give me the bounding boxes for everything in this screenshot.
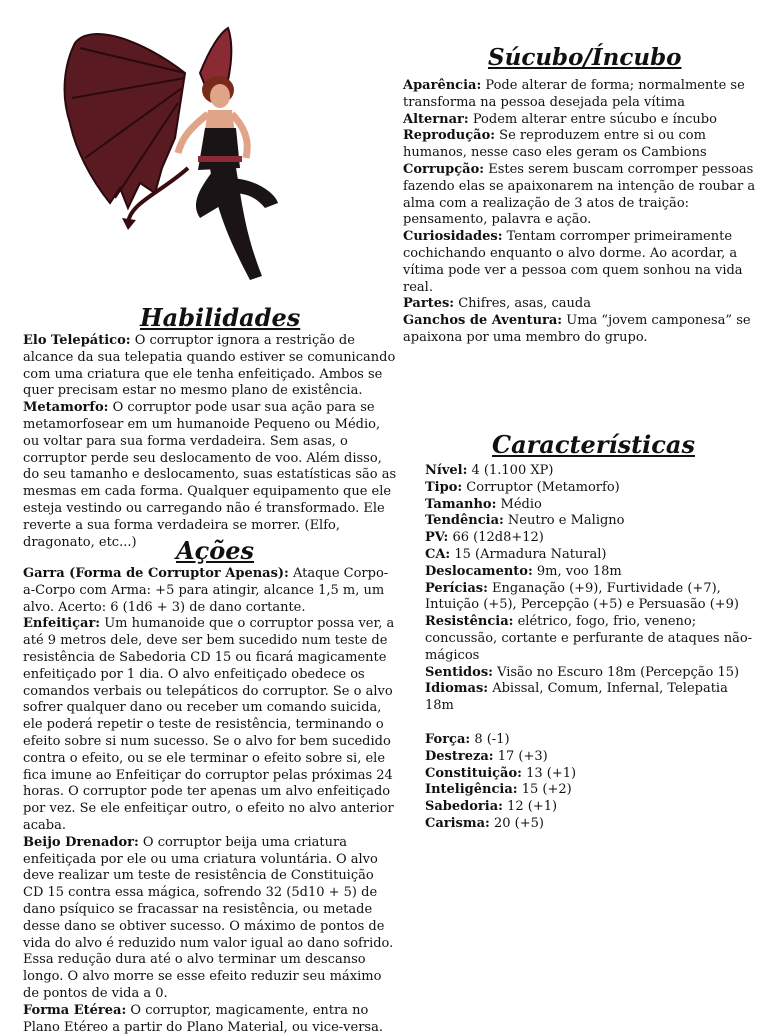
habilidades-section: [23, 333, 398, 551]
stat-sentidos: Sentidos: Visão no Escuro 18m (Percepção 15): [425, 664, 740, 680]
attr-constituicao: Constituição: 13 (+1): [425, 765, 577, 781]
acoes-heading: Ações: [176, 536, 255, 565]
field-reproducao: Reprodução: Se reproduzem entre si ou com humanos, nesse caso eles geram os Cambions: [403, 128, 707, 161]
head-icon: [210, 84, 230, 108]
stat-resistencia: Resistência: elétrico, fogo, frio, veneno; concussão, cortante e perfurante de ataques não-mágicos: [425, 614, 753, 663]
caracteristicas-section: [425, 463, 755, 833]
field-ganchos: Ganchos de Aventura: Uma “jovem camponesa” se apaixona por uma membro do grupo.: [403, 313, 751, 345]
stat-pv: PV: 66 (12d8+12): [425, 530, 544, 546]
stat-nivel: Nível: 4 (1.100 XP): [425, 463, 554, 478]
attr-inteligencia: Inteligência: 15 (+2): [425, 782, 572, 798]
caracteristicas-heading: Características: [492, 430, 695, 459]
field-curiosidades: Curiosidades: Tentam corromper primeiramente cochichando enquanto o alvo dorme. Ao acordar, a vítima pode ver a pessoa com quem sonhou na vida real.: [403, 229, 743, 295]
ability-elo-telepatico: Elo Telepático: O corruptor ignora a restrição de alcance da sua telepatia quando estiver se comunicando com uma criatura que ele tenha enfeitiçado. Ambos se quer precisam estar no mesmo plano de existência.: [23, 333, 396, 399]
stat-tamanho: Tamanho: Médio: [425, 496, 542, 512]
habilidades-heading: Habilidades: [140, 303, 301, 332]
field-aparencia: Aparência: Pode alterar de forma; normalmente se transforma na pessoa desejada pela vítima: [403, 78, 745, 110]
field-corrupcao: Corrupção: Estes serem buscam corromper pessoas fazendo elas se apaixonarem na intenção de roubar a alma com a realização de 3 atos de traição: pensamento, palavra e ação.: [403, 161, 756, 228]
description-section: [403, 78, 759, 347]
action-forma-eterea: Forma Etérea: O corruptor, magicamente, entra no Plano Etéreo a partir do Plano Material, ou vice-versa.: [23, 1002, 383, 1035]
ability-metamorfo: Metamorfo: O corruptor pode usar sua ação para se metamorfosear em um humanoide Pequeno ou Médio, ou voltar para sua forma verdadeira. Sem asas, o corruptor perde seu deslocamento de voo. Além disso, do seu tamanho e deslocamento, suas estatísticas são as mesmas em cada forma. Qualquer equipamento que ele esteja vestindo ou carregando não é transformado. Ele reverte a sua forma verdadeira se morrer. (Elfo, dragonato, etc...): [23, 400, 397, 550]
stat-tipo: Tipo: Corruptor (Metamorfo): [425, 479, 620, 495]
field-alternar: Alternar: Podem alterar entre súcubo e íncubo: [403, 111, 717, 127]
field-partes: Partes: Chifres, asas, cauda: [403, 296, 591, 312]
action-beijo-drenador: Beijo Drenador: O corruptor beija uma criatura enfeitiçada por ele ou uma criatura voluntária. O alvo deve realizar um teste de resistência de Constituição CD 15 contra essa mágica, sofrendo 32 (5d10 + 5) de dano psíquico se fracassar na resistência, ou metade desse dano se obtiver sucesso. O máximo de pontos de vida do alvo é reduzido num valor igual ao dano sofrido. Essa redução dura até o alvo terminar um descanso longo. O alvo morre se esse efeito reduzir seu máximo de pontos de vida a 0.: [23, 834, 394, 1001]
stat-deslocamento: Deslocamento: 9m, voo 18m: [425, 563, 622, 579]
stat-tendencia: Tendência: Neutro e Maligno: [425, 513, 625, 529]
action-garra: Garra (Forma de Corruptor Apenas): Ataque Corpo-a-Corpo com Arma: +5 para atingir, alcance 1,5 m, um alvo. Acerto: 6 (1d6 + 3) de dano cortante.: [23, 566, 389, 615]
action-enfeiticar: Enfeitiçar: Um humanoide que o corruptor possa ver, a até 9 metros dele, deve ser bem sucedido num teste de resistência de Sabedoria CD 15 ou ficará magicamente enfeitiçado por 1 dia. O alvo enfeitiçado obedece os comandos verbais ou telepáticos do corruptor. Se o alvo sofrer qualquer dano ou receber um comando suicida, ele poderá repetir o teste de resistência, terminando o efeito sobre si num sucesso. Se o alvo for bem sucedido contra o efeito, ou se ele terminar o efeito sobre si, ele fica imune ao Enfeitiçar do corruptor pelas próximas 24 horas. O corruptor pode ter apenas um alvo enfeitiçado por vez. Se ele enfeitiçar outro, o efeito no alvo anterior acaba.: [23, 616, 395, 833]
stat-ca: CA: 15 (Armadura Natural): [425, 546, 607, 562]
stat-pericias: Perícias: Enganação (+9), Furtividade (+7), Intuição (+5), Percepção (+5) e Persuasão (+9): [425, 580, 739, 613]
attr-destreza: Destreza: 17 (+3): [425, 748, 548, 764]
acoes-section: [23, 566, 398, 1036]
succubus-illustration: [50, 18, 285, 298]
page-title: Súcubo/Íncubo: [488, 44, 682, 71]
attr-sabedoria: Sabedoria: 12 (+1): [425, 799, 558, 815]
stat-idiomas: Idiomas: Abissal, Comum, Infernal, Telepatia 18m: [425, 681, 728, 714]
attr-forca: Força: 8 (-1): [425, 731, 510, 747]
attr-carisma: Carisma: 20 (+5): [425, 815, 544, 831]
